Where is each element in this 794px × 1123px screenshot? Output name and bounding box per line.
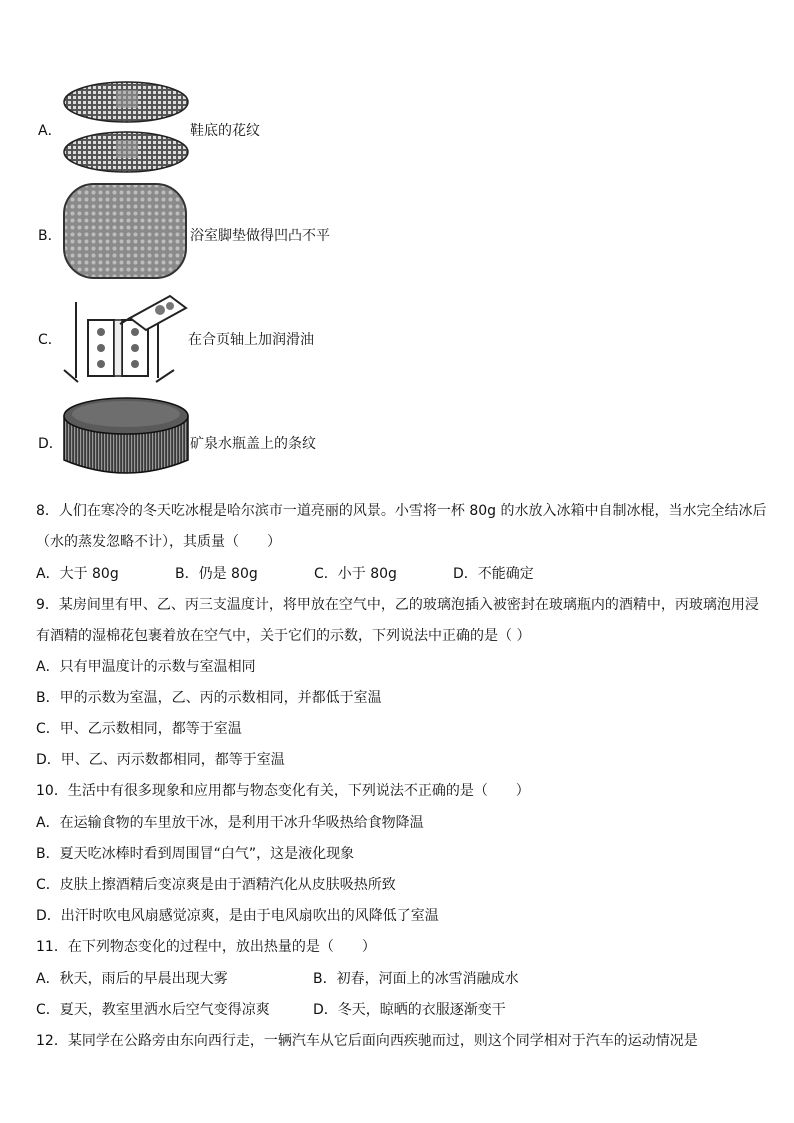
option-text: 矿泉水瓶盖上的条纹: [190, 436, 316, 452]
choice-d: D．冬天，晾晒的衣服逐渐变干: [313, 1002, 506, 1018]
choice-a: A．大于 80g: [36, 566, 119, 582]
choice-d: D．甲、乙、丙示数都相同，都等于室温: [36, 752, 285, 768]
option-letter: B．: [38, 228, 62, 244]
choice-b: B．甲的示数为室温，乙、丙的示数相同，并都低于室温: [36, 690, 382, 706]
choice-c: C．甲、乙示数相同，都等于室温: [36, 721, 242, 737]
option-letter: C．: [38, 332, 62, 348]
hinge-oil-image: [62, 290, 190, 388]
question-text: 8．人们在寒冷的冬天吃冰棍是哈尔滨市一道亮丽的风景。小雪将一杯 80g 的水放入冰箱中自制冰棍，当水完全结冰后: [36, 503, 767, 519]
choice-d: D．出汗时吹电风扇感觉凉爽，是由于电风扇吹出的风降低了室温: [36, 908, 439, 924]
shoe-sole-image: [62, 80, 190, 174]
option-text: 在合页轴上加润滑油: [188, 332, 314, 348]
choice-a: A．秋天，雨后的早晨出现大雾: [36, 971, 228, 987]
choice-c: C．小于 80g: [314, 566, 397, 582]
choice-d: D．不能确定: [453, 566, 534, 582]
choice-c: C．夏天，教室里洒水后空气变得凉爽: [36, 1002, 270, 1018]
question-text: 11．在下列物态变化的过程中，放出热量的是（ ）: [36, 939, 376, 955]
question-text: 10．生活中有很多现象和应用都与物态变化有关，下列说法不正确的是（ ）: [36, 783, 530, 799]
choice-c: C．皮肤上擦酒精后变凉爽是由于酒精汽化从皮肤吸热所致: [36, 877, 396, 893]
bath-mat-image: [62, 182, 188, 280]
choice-b: B．初春，河面上的冰雪消融成水: [313, 971, 519, 987]
option-text: 鞋底的花纹: [190, 123, 260, 139]
question-text: （水的蒸发忽略不计），其质量（ ）: [36, 534, 281, 550]
bottle-cap-image: [62, 394, 190, 480]
option-text: 浴室脚垫做得凹凸不平: [190, 228, 330, 244]
choice-a: A．只有甲温度计的示数与室温相同: [36, 659, 256, 675]
option-letter: D．: [38, 436, 63, 452]
choice-b: B．夏天吃冰棒时看到周围冒“白气”，这是液化现象: [36, 846, 355, 862]
option-letter: A．: [38, 123, 62, 139]
question-text: 12．某同学在公路旁由东向西行走，一辆汽车从它后面向西疾驰而过，则这个同学相对于汽车的运动情况是: [36, 1033, 698, 1049]
question-text: 有酒精的湿棉花包裹着放在空气中，关于它们的示数，下列说法中正确的是（ ）: [36, 628, 531, 644]
question-text: 9．某房间里有甲、乙、丙三支温度计，将甲放在空气中，乙的玻璃泡插入被密封在玻璃瓶内的酒精中，丙玻璃泡用浸: [36, 597, 759, 613]
choice-b: B．仍是 80g: [175, 566, 258, 582]
choice-a: A．在运输食物的车里放干冰，是利用干冰升华吸热给食物降温: [36, 815, 424, 831]
